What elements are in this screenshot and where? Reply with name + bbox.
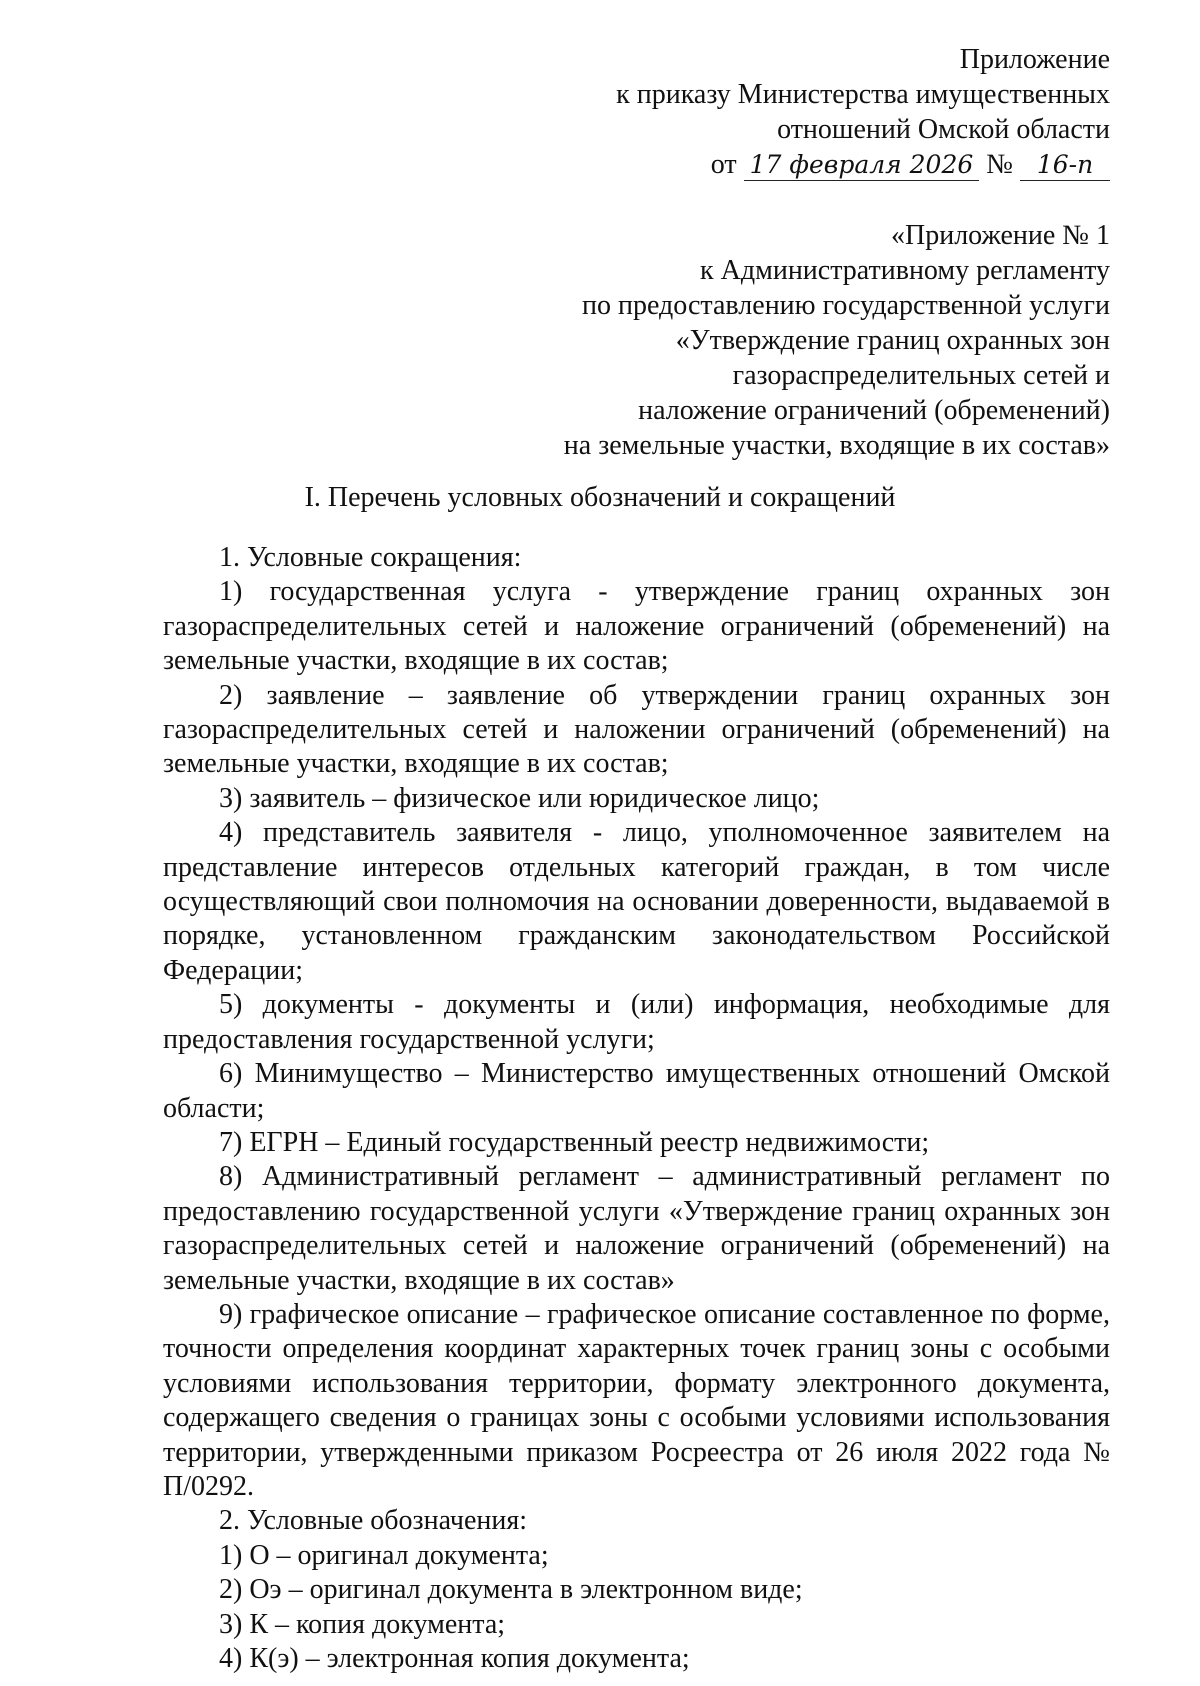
symbol-item: 4) К(э) – электронная копия документа;: [219, 1643, 690, 1674]
approval-stamp-block: [616, 42, 1110, 182]
handwritten-number: 16-п: [1020, 150, 1110, 181]
abbreviation-item: 3) заявитель – физическое или юридическое лицо;: [219, 782, 820, 814]
approval-line-3: отношений Омской области: [777, 114, 1110, 145]
abbreviation-item: 1) государственная услуга - утверждение границ охранных зон газораспределительных сетей и наложение ограничений (обременений) на земельные участки, входящие в их состав;: [163, 576, 1110, 677]
abbreviation-item: 2) заявление – заявление об утверждении границ охранных зон газораспределительных сетей и наложении ограничений (обременений) на земельные участки, входящие в их состав;: [163, 679, 1110, 780]
abbreviation-item: 8) Административный регламент – административный регламент по предоставлению государственной услуги «Утверждение границ охранных зон газораспределительных сетей и наложение ограничений (обременений) на земельные участки, входящие в их состав»: [163, 1161, 1110, 1296]
abbreviations-heading: 1. Условные сокращения:: [219, 542, 522, 573]
abbreviation-item: 5) документы - документы и (или) информация, необходимые для предоставления государственной услуги;: [163, 989, 1110, 1055]
abbreviation-item: 4) представитель заявителя - лицо, уполномоченное заявителем на представление интересов отдельных категорий граждан, в том числе осуществляющий свои полномочия на основании доверенности, выдаваемой в порядке, установленном гражданским законодательством Российской Федерации;: [163, 817, 1110, 986]
abbreviation-item: 7) ЕГРН – Единый государственный реестр недвижимости;: [219, 1126, 930, 1158]
annex-line: к Административному регламенту: [700, 255, 1110, 286]
approval-line-2: к приказу Министерства имущественных: [616, 79, 1110, 110]
annex-line: газораспределительных сетей и: [732, 360, 1110, 391]
abbreviation-item: 6) Минимущество – Министерство имущественных отношений Омской области;: [163, 1058, 1110, 1124]
symbol-item: 2) Оэ – оригинал документа в электронном виде;: [219, 1574, 803, 1606]
handwritten-date: 17 февраля 2026: [744, 150, 980, 181]
annex-line: по предоставлению государственной услуги: [582, 290, 1110, 321]
annex-line: на земельные участки, входящие в их состав»: [563, 430, 1110, 461]
symbol-item: 3) К – копия документа;: [219, 1608, 506, 1640]
approval-date-line: [616, 147, 1110, 182]
number-sign: №: [986, 149, 1013, 180]
abbreviation-item: 9) графическое описание – графическое описание составленное по форме, точности определения координат характерных точек границ зоны с особыми условиями использования территории, формату электронного документа, содержащего сведения о границах зоны с особыми условиями использования территории, утвержденными приказом Росреестра от 26 июля 2022 года № П/0292.: [163, 1298, 1110, 1502]
section-title: I. Перечень условных обозначений и сокращений: [304, 482, 896, 513]
document-body: [163, 541, 1110, 1676]
annex-line: «Утверждение границ охранных зон: [675, 325, 1110, 356]
annex-line: наложение ограничений (обременений): [638, 395, 1110, 426]
annex-header-block: [564, 218, 1110, 463]
annex-line: «Приложение № 1: [891, 220, 1110, 251]
approval-line-1: Приложение: [959, 44, 1110, 75]
symbol-item: 1) О – оригинал документа;: [219, 1539, 549, 1571]
symbols-heading: 2. Условные обозначения:: [219, 1505, 528, 1537]
date-prefix: от: [710, 149, 737, 180]
